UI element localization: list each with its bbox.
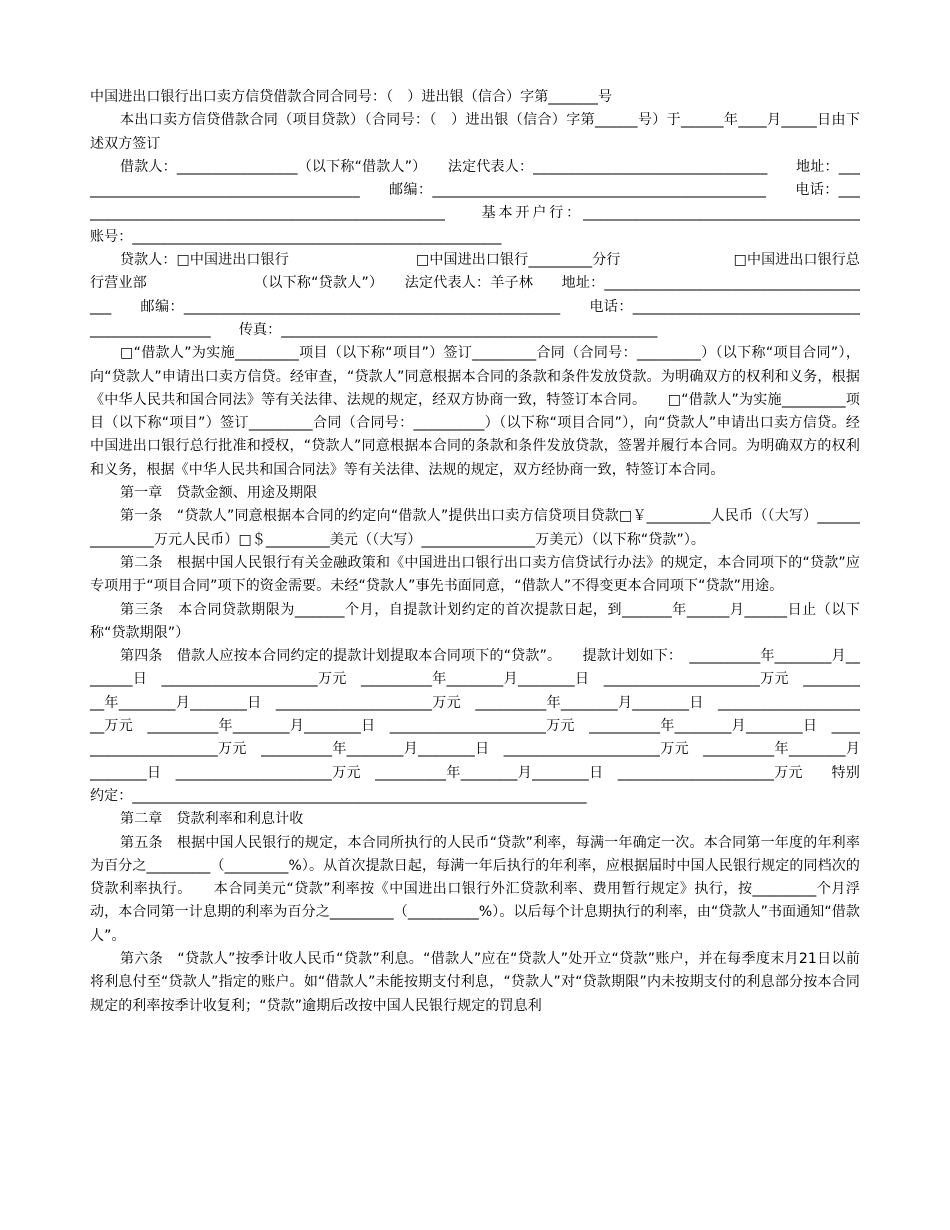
article-2: 第二条 根据中国人民银行有关金融政策和《中国进出口银行出口卖方信贷试行办法》的规定，本合同项下的“贷款”应专项用于“项目合同”项下的资金需要。未经“贷款人”事先书面同意，“借款人”不得变更本合同项下“贷款”用途。 — [90, 554, 860, 595]
contract-number-line: 中国进出口银行出口卖方信贷借款合同合同号：（ ）进出银（信合）字第_______号 — [90, 89, 613, 105]
chapter-2-heading: 第二章 贷款利率和利息计收 — [120, 811, 304, 828]
article-5: 第五条 根据中国人民银行的规定，本合同所执行的人民币“贷款”利率，每满一年确定一次。本合同第一年度的年利率为百分之_________（_________%）。从首次提款日起，每满一年后执行的年利率，应根据届时中国人民银行规定的同档次的贷款利率执行。 本合同美元“贷款”利率按《中国进出口银行外汇贷款利率、费用暂行规定》执行，按_________个月浮动，本合同第一计息期的利率为百分之_________（__________%）。以后每个计息期执行的利率，由“贷款人”书面通知“借款人”。 — [90, 834, 860, 944]
borrower-info: 借款人：_________________（以下称“借款人”） 法定代表人：_________________________________ 地址：_________________________________________ 邮编：_______________________________________________ 电话：_____________________________________________________ 基本开户行：_______________________________________ 账号：____________________________________________________ — [90, 158, 889, 245]
article-6: 第六条 “贷款人”按季计收人民币“贷款”利息。“借款人”应在“贷款人”处开立“贷款”账户，并在每季度末月21日以前将利息付至“贷款人”指定的账户。如“借款人”未能按期支付利息，“贷款人”对“贷款期限”内未按期支付的利息部分按本合同规定的利率按季计收复利；“贷款”逾期后改按中国人民银行规定的罚息利 — [90, 950, 860, 1014]
preamble: □“借款人”为实施_________项目（以下称“项目”）签订_________合同（合同号：_________）（以下称“项目合同”），向“贷款人”申请出口卖方信贷。经审查，“贷款人”同意根据本合同的条款和条件发放贷款。为明确双方的权利和义务，根据《中华人民共和国合同法》等有关法律、法规的规定，经双方协商一致，特签订本合同。 □“借款人”为实施_________项目（以下称“项目”）签订_________合同（合同号：__________）（以下称“项目合同”），向“贷款人”申请出口卖方信贷。经中国进出口银行总行批准和授权，“贷款人”同意根据本合同的条款和条件发放贷款，签署并履行本合同。为明确双方的权利和义务，根据《中华人民共和国合同法》等有关法律、法规的规定，双方经协商一致，特签订本合同。 — [90, 345, 860, 478]
lender-info: 贷款人：□中国进出口银行 □中国进出口银行_________分行 □中国进出口银行总行营业部 （以下称“贷款人”） 法定代表人：羊子林 地址：_______________________________________ 邮编：_____________________________________________________ 电话：_________________________________________________ 传真：_____________________________________________________ — [90, 252, 860, 338]
chapter-1-heading: 第一章 贷款金额、用途及期限 — [120, 485, 318, 502]
article-4: 第四条 借款人应按本合同约定的提款计划提取本合同项下的“贷款”。 提款计划如下： __________年________月________日 ______________________万元 __________年________月________日 ______________________万元 __________年________月________日 ______________________万元 __________年________月________日 ______________________万元 __________年________月________日 ______________________万元 __________年________月________日 ______________________万元 __________年________月________日 ______________________万元 __________年________月________日 ______________________万元 __________年________月________日 ______________________万元 特别约定：________________________________________________________________ — [90, 648, 860, 804]
contract-document — [90, 86, 889, 1018]
article-3: 第三条 本合同贷款期限为_______个月，自提款计划约定的首次提款日起，到_______年______月______日止（以下称“贷款期限”） — [90, 601, 860, 641]
signing-statement: 本出口卖方信贷借款合同（项目贷款）（合同号：（ ）进出银（信合）字第______号）于______年____月_____日由下述双方签订 — [90, 112, 860, 152]
article-1: 第一条 “贷款人”同意根据本合同的约定向“借款人”提供出口卖方信贷项目贷款□￥_________人民币（（大写）_______________万元人民币）□＄_________美元（（大写）________________万美元）（以下称“贷款”）。 — [90, 508, 860, 548]
